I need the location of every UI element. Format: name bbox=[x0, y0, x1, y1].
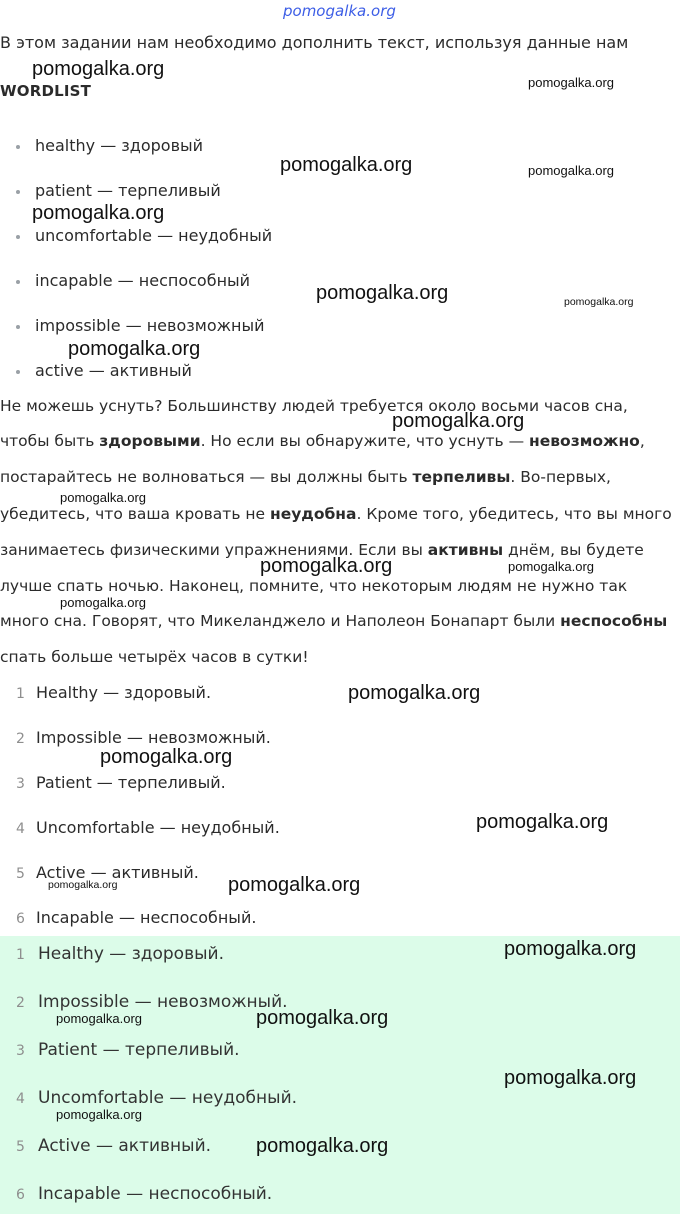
watermark: pomogalka.org bbox=[256, 1007, 389, 1029]
watermark: pomogalka.org bbox=[56, 1107, 142, 1122]
answer-item: 1 Healthy — здоровый. bbox=[16, 683, 212, 702]
story-line: лучше спать ночью. Наконец, помните, что некоторым людям не нужно так bbox=[0, 577, 628, 595]
answer-item: 2 Impossible — невозможный. bbox=[16, 992, 288, 1012]
story-line: занимаетесь физическими упражнениями. Если вы активны днём, вы будете bbox=[0, 541, 644, 559]
watermark: pomogalka.org bbox=[348, 682, 481, 704]
wordlist-item-text: active — активный bbox=[35, 361, 192, 380]
answer-word: активны bbox=[427, 541, 504, 559]
answer-word: невозможно bbox=[529, 432, 640, 450]
watermark: pomogalka.org bbox=[56, 1011, 142, 1026]
watermark: pomogalka.org bbox=[528, 75, 614, 90]
answer-item: 6 Incapable — неспособный. bbox=[16, 1184, 273, 1204]
bullet-icon bbox=[16, 145, 20, 149]
answer-word: неспособны bbox=[560, 612, 668, 630]
wordlist-item bbox=[16, 181, 221, 200]
intro-text: В этом задании нам необходимо дополнить текст, используя данные нам bbox=[0, 33, 629, 52]
watermark: pomogalka.org bbox=[68, 338, 201, 360]
wordlist-item-text: uncomfortable — неудобный bbox=[35, 226, 273, 245]
wordlist-item-text: incapable — неспособный bbox=[35, 271, 251, 290]
watermark: pomogalka.org bbox=[280, 154, 413, 176]
bullet-icon bbox=[16, 235, 20, 239]
watermark: pomogalka.org bbox=[508, 559, 594, 574]
answer-item: 6 Incapable — неспособный. bbox=[16, 908, 257, 927]
wordlist-item bbox=[16, 316, 265, 335]
bullet-icon bbox=[16, 370, 20, 374]
answer-item: 2 Impossible — невозможный. bbox=[16, 728, 271, 747]
answer-item: 1 Healthy — здоровый. bbox=[16, 944, 224, 964]
answer-item: 4 Uncomfortable — неудобный. bbox=[16, 1088, 298, 1108]
wordlist-item bbox=[16, 226, 272, 245]
wordlist-title: WORDLIST bbox=[0, 82, 92, 100]
watermark: pomogalka.org bbox=[504, 1067, 637, 1089]
bullet-icon bbox=[16, 325, 20, 329]
story-line: постарайтесь не волноваться — вы должны быть терпеливы. Во-первых, bbox=[0, 468, 611, 486]
story-line: много сна. Говорят, что Микеланджело и Наполеон Бонапарт были неспособны bbox=[0, 612, 668, 630]
watermark: pomogalka.org bbox=[60, 595, 146, 610]
wordlist-item-text: healthy — здоровый bbox=[35, 136, 204, 155]
watermark: pomogalka.org bbox=[32, 202, 165, 224]
wordlist-item bbox=[16, 271, 250, 290]
answer-item: 5 Active — активный. bbox=[16, 863, 199, 882]
wordlist-item bbox=[16, 136, 203, 155]
story-line: чтобы быть здоровыми. Но если вы обнаружите, что уснуть — невозможно, bbox=[0, 432, 645, 450]
answer-item: 4 Uncomfortable — неудобный. bbox=[16, 818, 280, 837]
answer-word: здоровыми bbox=[99, 432, 201, 450]
watermark: pomogalka.org bbox=[228, 874, 361, 896]
watermark: pomogalka.org bbox=[392, 410, 525, 432]
watermark: pomogalka.org bbox=[476, 811, 609, 833]
answer-item: 3 Patient — терпеливый. bbox=[16, 1040, 240, 1060]
watermark: pomogalka.org bbox=[100, 746, 233, 768]
answer-item: 5 Active — активный. bbox=[16, 1136, 212, 1156]
answer-word: терпеливы bbox=[412, 468, 511, 486]
watermark: pomogalka.org bbox=[504, 938, 637, 960]
watermark: pomogalka.org bbox=[260, 555, 393, 577]
story-line: убедитесь, что ваша кровать не неудобна. Кроме того, убедитесь, что вы много bbox=[0, 505, 672, 523]
watermark: pomogalka.org bbox=[528, 163, 614, 178]
bullet-icon bbox=[16, 190, 20, 194]
watermark: pomogalka.org bbox=[564, 296, 634, 308]
answer-word: неудобна bbox=[269, 505, 357, 523]
watermark: pomogalka.org bbox=[60, 490, 146, 505]
answer-item: 3 Patient — терпеливый. bbox=[16, 773, 226, 792]
wordlist-item-text: impossible — невозможный bbox=[35, 316, 265, 335]
story-line: спать больше четырёх часов в сутки! bbox=[0, 648, 309, 666]
watermark: pomogalka.org bbox=[32, 58, 165, 80]
story-line: Не можешь уснуть? Большинству людей требуется около восьми часов сна, bbox=[0, 397, 628, 415]
watermark: pomogalka.org bbox=[256, 1135, 389, 1157]
watermark: pomogalka.org bbox=[48, 879, 118, 891]
watermark: pomogalka.org bbox=[316, 282, 449, 304]
wordlist-item-text: patient — терпеливый bbox=[35, 181, 221, 200]
site-header-logo[interactable]: pomogalka.org bbox=[283, 2, 396, 20]
wordlist-item bbox=[16, 361, 192, 380]
bullet-icon bbox=[16, 280, 20, 284]
